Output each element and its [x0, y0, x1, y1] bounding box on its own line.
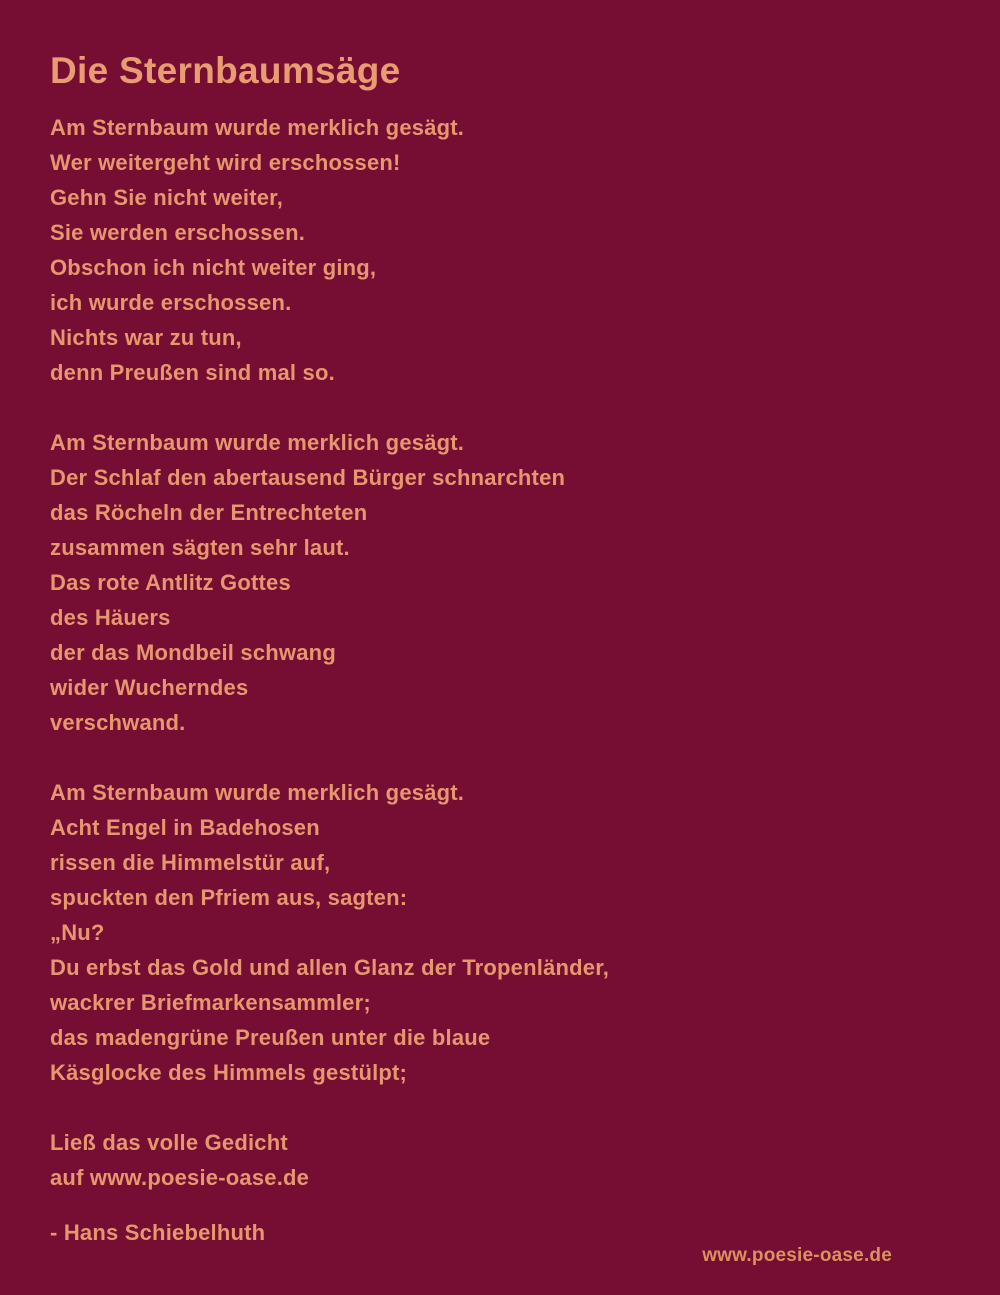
footer-note-line: auf www.poesie-oase.de: [50, 1165, 310, 1190]
poem-line: Der Schlaf den abertausend Bürger schnarchten: [50, 465, 566, 490]
poem-line: Am Sternbaum wurde merklich gesägt.: [50, 115, 465, 140]
poem-line: zusammen sägten sehr laut.: [50, 535, 350, 560]
poem-line: wackrer Briefmarkensammler;: [50, 990, 371, 1015]
poem-line: Gehn Sie nicht weiter,: [50, 185, 284, 210]
poem-line: Am Sternbaum wurde merklich gesägt.: [50, 780, 465, 805]
poem-line: rissen die Himmelstür auf,: [50, 850, 331, 875]
poem-line: Nichts war zu tun,: [50, 325, 242, 350]
poem-line: Wer weitergeht wird erschossen!: [50, 150, 401, 175]
poem-line: Du erbst das Gold und allen Glanz der Tropenländer,: [50, 955, 610, 980]
poem-line: ich wurde erschossen.: [50, 290, 292, 315]
stanza-3: [50, 775, 960, 1090]
poem-line: verschwand.: [50, 710, 186, 735]
footer-note: [50, 1125, 960, 1195]
poem-line: „Nu?: [50, 920, 105, 945]
poem-line: Sie werden erschossen.: [50, 220, 306, 245]
footer-note-line: Ließ das volle Gedicht: [50, 1130, 288, 1155]
poem-line: wider Wucherndes: [50, 675, 249, 700]
poem-title: Die Sternbaumsäge: [50, 50, 401, 91]
poem-line: denn Preußen sind mal so.: [50, 360, 335, 385]
stanza-1: [50, 110, 960, 390]
poem-line: Käsglocke des Himmels gestülpt;: [50, 1060, 408, 1085]
poem-line: Acht Engel in Badehosen: [50, 815, 320, 840]
poem-line: das Röcheln der Entrechteten: [50, 500, 368, 525]
poem-content: [50, 50, 960, 1250]
site-watermark: www.poesie-oase.de: [702, 1245, 892, 1266]
poem-line: spuckten den Pfriem aus, sagten:: [50, 885, 408, 910]
poem-line: das madengrüne Preußen unter die blaue: [50, 1025, 491, 1050]
author-line: - Hans Schiebelhuth: [50, 1220, 266, 1245]
stanza-2: [50, 425, 960, 740]
poem-line: Das rote Antlitz Gottes: [50, 570, 291, 595]
poem-line: der das Mondbeil schwang: [50, 640, 336, 665]
poem-line: Am Sternbaum wurde merklich gesägt.: [50, 430, 465, 455]
poem-line: Obschon ich nicht weiter ging,: [50, 255, 377, 280]
poem-line: des Häuers: [50, 605, 171, 630]
